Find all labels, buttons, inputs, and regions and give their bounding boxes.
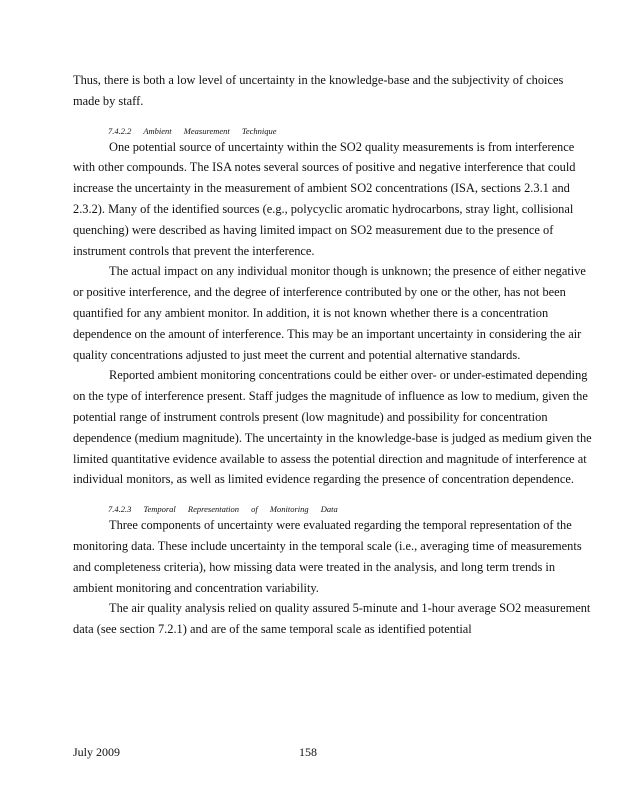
paragraph: Reported ambient monitoring concentrations could be either over- or under-estimated depending on the type of interference present. Staff judges the magnitude of influence as low to medium, given the potential range of instrument controls present (low magnitude) and possibility for concentration dependence (medium magnitude). The uncertainty in the knowledge-base is judged as medium given the limited quantitative evidence available to assess the potential direction and magnitude of interference at individual monitors, as well as limited evidence regarding the presence of concentration dependence. <box>73 368 592 487</box>
section-heading: 7.4.2.2 Ambient Measurement Technique <box>108 125 277 136</box>
section-heading: 7.4.2.3 Temporal Representation of Monitoring Data <box>108 504 338 515</box>
page-number: 158 <box>299 745 317 759</box>
paragraph: The actual impact on any individual monitor though is unknown; the presence of either negative or positive interference, and the degree of interference contributed by one or the other, has not been quantified for any ambient monitor. In addition, it is not known whether there is a concentration dependence on the amount of interference. This may be an important uncertainty in considering the air quality concentrations adjusted to just meet the current and potential alternative standards. <box>73 264 586 362</box>
paragraph: Three components of uncertainty were evaluated regarding the temporal representation of the monitoring data. These include uncertainty in the temporal scale (i.e., averaging time of measurements and completeness criteria), how missing data were treated in the analysis, and long term trends in ambient monitoring and concentration variability. <box>73 518 582 595</box>
paragraph: Thus, there is both a low level of uncertainty in the knowledge-base and the subjectivity of choices made by staff. <box>73 73 564 108</box>
paragraph: The air quality analysis relied on quality assured 5-minute and 1-hour average SO2 measurement data (see section 7.2.1) and are of the same temporal scale as identified potential <box>73 601 591 637</box>
body-text <box>73 70 593 640</box>
footer-date: July 2009 <box>73 745 121 759</box>
paragraph: One potential source of uncertainty within the SO2 quality measurements is from interference with other compounds. The ISA notes several sources of positive and negative interference that could increase the uncertainty in the measurement of ambient SO2 concentrations (ISA, sections 2.3.1 and 2.3.2). Many of the identified sources (e.g., polycyclic aromatic hydrocarbons, stray light, collisional quenching) were described as having limited impact on SO2 measurement due to the presence of instrument controls that prevent the interference. <box>73 139 576 258</box>
